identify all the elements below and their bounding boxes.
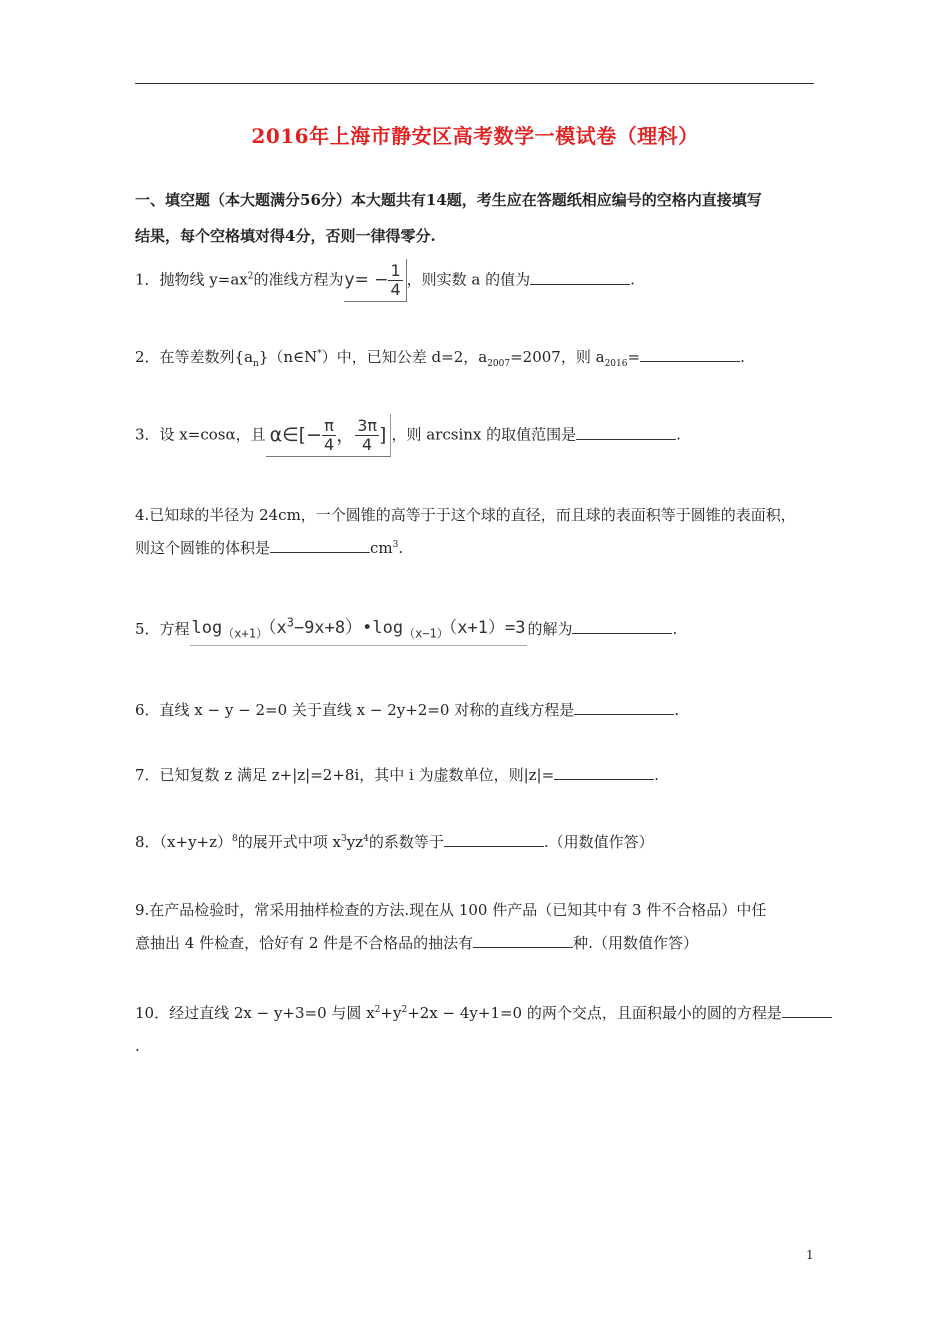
question-2: 2．在等差数列$\{a_n\}(n\in N^*)$中，已知公差 d=2，$a_{2007}=2007$，则 $a_{2016}=$ . bbox=[135, 348, 745, 369]
answer-blank-2[interactable] bbox=[640, 347, 740, 362]
question-4: 4.已知球的半径为 24cm，一个圆锥的高等于于这个球的直径，而且球的表面积等于圆锥的表面积， 则这个圆锥的体积是 $cm^3$. bbox=[135, 506, 796, 557]
section-instructions bbox=[135, 182, 817, 254]
answer-blank-5[interactable] bbox=[572, 619, 672, 634]
question-1: 1．抛物线 $y=ax^2$的准线方程为y= − $\frac{1}{4}$ ，则实数 a 的值为 . bbox=[135, 259, 817, 302]
answer-blank-6[interactable] bbox=[574, 700, 674, 715]
answer-blank-1[interactable] bbox=[530, 270, 630, 285]
formula-alpha-range: α∈[− $\frac{\pi}{4}$ ， $\frac{3\pi}{4}$ ] bbox=[266, 414, 392, 457]
question-7: 7．已知复数 z 满足 z+|z|=2+8i，其中 i 为虚数单位，则|z|= . bbox=[135, 766, 659, 784]
answer-blank-9[interactable] bbox=[473, 933, 573, 948]
question-8: 8．$(x+y+z)^8$的展开式中项 $x^3yz^4$的系数等于 .（用数值作答） bbox=[135, 833, 654, 851]
question-9: 9.在产品检验时，常采用抽样检查的方法.现在从 100 件产品（已知其中有 3 件不合格品）中任 意抽出 4 件检查，恰好有 2 件是不合格品的抽法有 种.（用数值作答） bbox=[135, 901, 767, 952]
header-rule bbox=[135, 83, 814, 84]
section-line-2: 结果，每个空格填对得4分，否则一律得零分. bbox=[135, 227, 436, 245]
page-title: 2016年上海市静安区高考数学一模试卷（理科） bbox=[251, 124, 699, 148]
answer-blank-4[interactable] bbox=[270, 538, 370, 553]
question-6: 6．直线 x − y − 2=0 关于直线 x − 2y+2=0 对称的直线方程是 . bbox=[135, 701, 680, 719]
answer-blank-8[interactable] bbox=[444, 832, 544, 847]
formula-log-equation: $\log_{(x+1)}(x^3-9x+8)•\log_{(x-1)}(x+1)=3$ bbox=[190, 615, 528, 646]
answer-blank-10[interactable] bbox=[782, 1003, 832, 1018]
page-number: 1 bbox=[806, 1248, 814, 1262]
question-10: 10．经过直线 2x − y+3=0 与圆 $x^2+y^2+2x - 4y+1=0$ 的两个交点，且面积最小的圆的方程是 . bbox=[135, 997, 817, 1063]
section-line-1: 一、填空题（本大题满分56分）本大题共有14题，考生应在答题纸相应编号的空格内直接填写 bbox=[135, 191, 762, 209]
answer-blank-7[interactable] bbox=[554, 765, 654, 780]
question-5: 5．方程 $\log_{(x+1)}(x^3-9x+8)•\log_{(x-1)}(x+1)=3$ 的解为 . bbox=[135, 613, 817, 646]
question-3: 3．设 x=cosα，且 α∈[− $\frac{\pi}{4}$ ， $\frac{3\pi}{4}$ ] ，则 arcsinx 的取值范围是 . bbox=[135, 414, 817, 457]
formula-directrix: y= − $\frac{1}{4}$ bbox=[344, 259, 407, 302]
answer-blank-3[interactable] bbox=[576, 425, 676, 440]
